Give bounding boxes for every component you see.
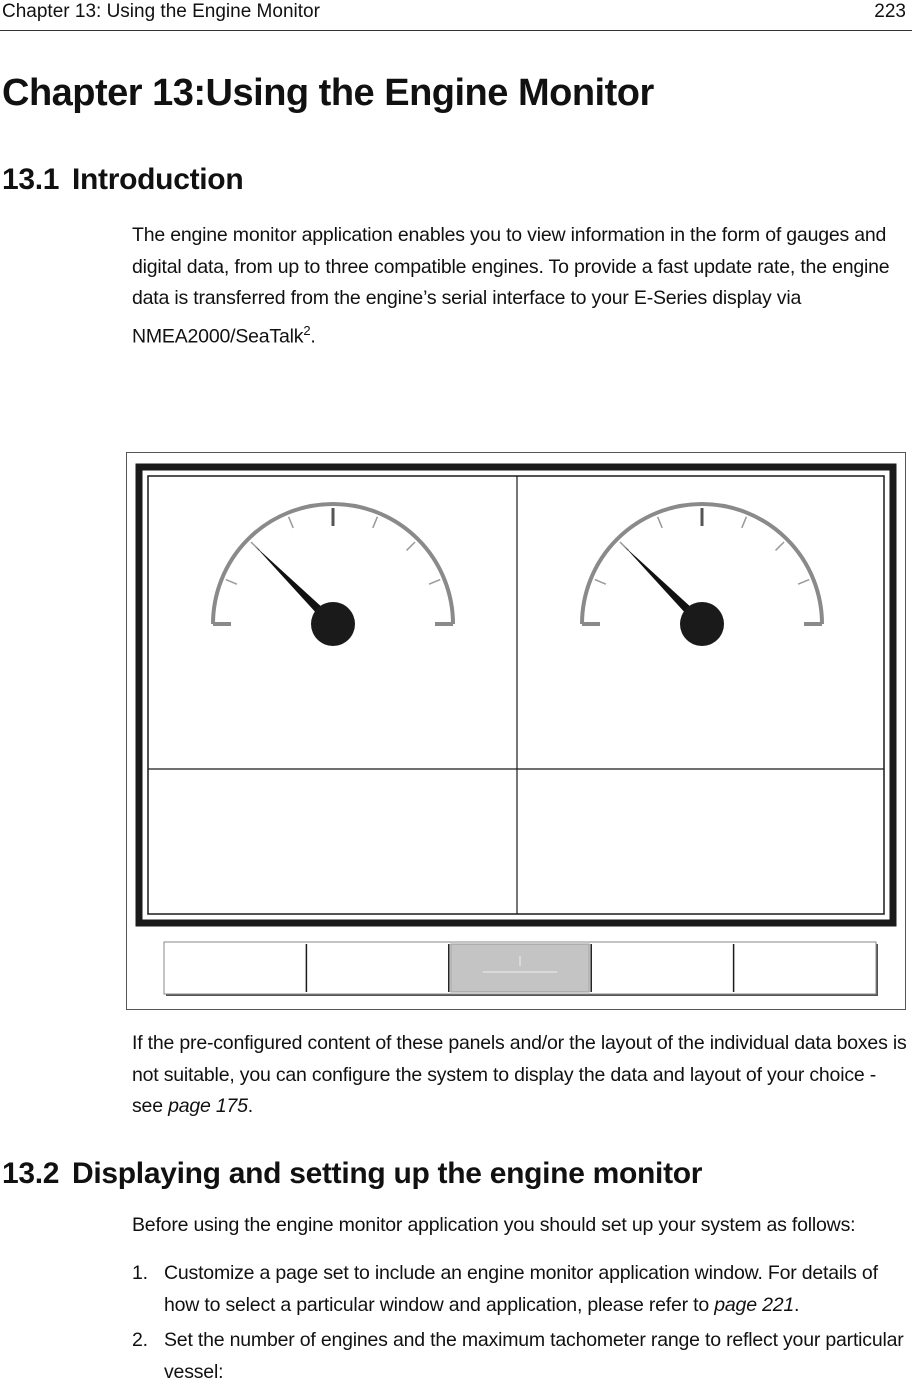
superscript: 2	[303, 322, 311, 338]
section-heading-displaying	[2, 1157, 702, 1191]
page-reference-link[interactable]: page 175	[168, 1095, 248, 1117]
step-end: .	[794, 1293, 800, 1316]
list-marker: 2.	[132, 1329, 148, 1351]
softkey-bar	[164, 942, 878, 996]
page-reference-link[interactable]: page 221	[714, 1293, 794, 1316]
section-number: 13.2	[2, 1157, 60, 1190]
display-screen	[148, 476, 884, 914]
list-marker: 1.	[132, 1262, 148, 1284]
gauge-hub	[311, 602, 355, 646]
softkey-button[interactable]	[592, 943, 732, 993]
setup-steps	[132, 1258, 912, 1392]
softkey-selected[interactable]	[451, 944, 589, 992]
setup-intro: Before using the engine monitor application you should set up your system as follows:	[132, 1214, 856, 1236]
intro-end: .	[310, 325, 316, 347]
section-heading-introduction	[2, 163, 243, 197]
list-item	[132, 1258, 912, 1321]
step-text: Set the number of engines and the maximum tachometer range to reflect your particular vessel:	[164, 1329, 904, 1383]
engine-monitor-figure	[126, 452, 906, 1010]
softkey-button[interactable]	[165, 943, 305, 993]
section-title: Introduction	[72, 163, 244, 196]
section-title: Displaying and setting up the engine monitor	[72, 1157, 703, 1190]
intro-paragraph	[132, 220, 912, 353]
step-text: Customize a page set to include an engine monitor application window. For details of how to select a particular window and application, please refer to	[164, 1262, 878, 1316]
running-title: Chapter 13: Using the Engine Monitor	[2, 1, 320, 22]
softkey-button[interactable]	[735, 943, 875, 993]
page-number: 223	[874, 1, 906, 22]
after-figure-paragraph	[132, 1028, 912, 1123]
list-item	[132, 1325, 912, 1388]
after-figure-text: If the pre-configured content of these panels and/or the layout of the individual data boxes is not suitable, you can configure the system to display the data and layout of your choice - see	[132, 1032, 907, 1117]
after-figure-end: .	[247, 1095, 254, 1117]
page-header	[0, 0, 912, 31]
engine-monitor-illustration	[127, 453, 907, 1011]
gauge-hub	[680, 602, 724, 646]
section-number: 13.1	[2, 163, 60, 196]
intro-text: The engine monitor application enables you to view information in the form of gauges and digital data, from up to three compatible engines. To provide a fast update rate, the engine data is transferred from the engine’s serial interface to your E-Series display via NMEA2000/SeaTalk	[132, 224, 890, 347]
softkey-button[interactable]	[307, 943, 447, 993]
chapter-title: Chapter 13:Using the Engine Monitor	[2, 72, 654, 114]
